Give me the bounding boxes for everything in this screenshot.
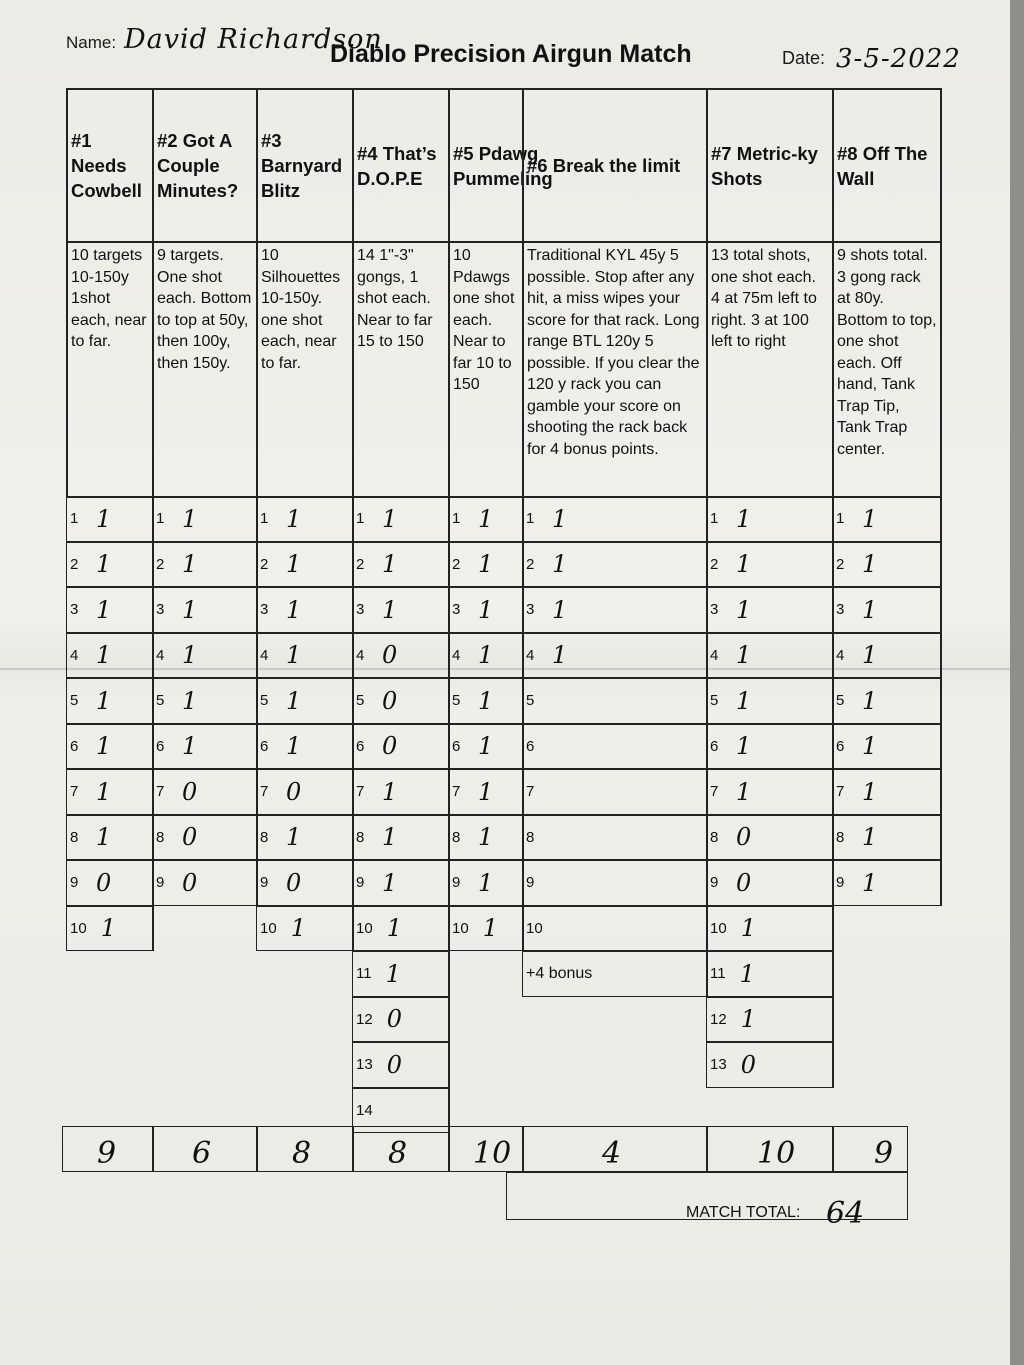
shot-number: 10 xyxy=(356,919,373,937)
shot-number: 6 xyxy=(356,737,365,755)
bonus-cell: +4 bonus xyxy=(522,951,706,997)
shot-cell xyxy=(256,542,352,588)
shot-mark: 1 xyxy=(736,504,752,533)
stage-description: 9 shots total. 3 gong rack at 80y. Bottom to top, one shot each. Off hand, Tank Trap Tip, Tank Trap center. xyxy=(832,243,940,497)
shot-number: 12 xyxy=(710,1010,727,1028)
shot-cell xyxy=(706,496,832,542)
stage-title: #1 Needs Cowbell xyxy=(66,88,152,243)
shot-number: 5 xyxy=(260,692,269,710)
stage-total: 10 xyxy=(473,1136,512,1171)
shot-number: 5 xyxy=(156,692,165,710)
totals-divider xyxy=(256,1126,258,1172)
shot-cell xyxy=(522,587,706,633)
shot-number: 10 xyxy=(710,919,727,937)
column-right-border xyxy=(448,496,450,1133)
shot-mark: 1 xyxy=(478,732,494,761)
shot-cell xyxy=(522,633,706,679)
shot-cell xyxy=(152,496,256,542)
shot-mark: 0 xyxy=(286,868,302,897)
shot-number: 14 xyxy=(356,1101,373,1119)
shot-cell xyxy=(832,860,940,906)
shot-number: 3 xyxy=(356,601,365,619)
shot-cell xyxy=(706,860,832,906)
shot-cell xyxy=(832,724,940,770)
shot-number: 8 xyxy=(836,828,845,846)
shot-cell xyxy=(832,678,940,724)
shot-mark: 1 xyxy=(736,732,752,761)
shot-cell xyxy=(522,860,706,906)
stage-description: Traditional KYL 45y 5 possible. Stop after any hit, a miss wipes your score for that rack. Long range BTL 120y 5 possible. If you clear the 120 y rack you can gamble your score on shooting the rack back for 4 bonus points. xyxy=(522,243,706,497)
stage-title: #7 Metric-ky Shots xyxy=(706,88,832,243)
shot-number: 10 xyxy=(452,919,469,937)
shot-number: 4 xyxy=(156,646,165,664)
shot-number: 4 xyxy=(356,646,365,664)
shot-number: 6 xyxy=(452,737,461,755)
shot-cell xyxy=(256,724,352,770)
shot-number: 9 xyxy=(710,874,719,892)
shot-cell xyxy=(66,860,152,906)
shot-cell xyxy=(448,633,522,679)
column-right-border xyxy=(706,496,708,997)
shot-number: 3 xyxy=(710,601,719,619)
shot-cell xyxy=(256,769,352,815)
name-label: Name: xyxy=(66,33,117,52)
shot-cell xyxy=(832,769,940,815)
shot-mark: 1 xyxy=(478,686,494,715)
shot-mark: 1 xyxy=(478,823,494,852)
shot-number: 2 xyxy=(70,555,79,573)
shot-number: 1 xyxy=(836,510,845,528)
shot-number: 11 xyxy=(356,965,372,983)
shot-mark: 1 xyxy=(736,550,752,579)
shot-mark: 1 xyxy=(478,550,494,579)
shot-mark: 1 xyxy=(552,550,568,579)
shot-cell xyxy=(522,678,706,724)
shot-number: 9 xyxy=(260,874,269,892)
shot-number: 3 xyxy=(260,601,269,619)
shot-cell xyxy=(152,724,256,770)
shot-mark: 1 xyxy=(862,823,878,852)
stage-title: #3 Barnyard Blitz xyxy=(256,88,352,243)
shot-number: 1 xyxy=(452,510,461,528)
shot-number: 1 xyxy=(70,510,79,528)
shot-mark: 1 xyxy=(182,504,198,533)
shot-cell xyxy=(522,815,706,861)
shot-mark: 1 xyxy=(862,732,878,761)
shot-number: 5 xyxy=(710,692,719,710)
shot-cell xyxy=(152,633,256,679)
shot-mark: 1 xyxy=(552,641,568,670)
shot-cell xyxy=(448,815,522,861)
shot-cell xyxy=(66,587,152,633)
shot-number: 7 xyxy=(452,783,461,801)
shot-mark: 1 xyxy=(862,777,878,806)
shot-mark: 1 xyxy=(286,595,302,624)
shooter-name: David Richardson xyxy=(124,24,383,55)
shot-number: 4 xyxy=(260,646,269,664)
shot-mark: 0 xyxy=(382,641,398,670)
date-label: Date: xyxy=(782,48,826,68)
shot-number: 8 xyxy=(356,828,365,846)
shot-cell xyxy=(66,724,152,770)
shot-cell xyxy=(448,724,522,770)
shot-cell xyxy=(706,906,832,952)
stage-total: 6 xyxy=(192,1136,212,1171)
shot-mark: 1 xyxy=(478,504,494,533)
shot-cell xyxy=(832,496,940,542)
shot-mark: 1 xyxy=(386,914,402,943)
shot-cell xyxy=(352,542,448,588)
totals-divider xyxy=(522,1126,524,1172)
shot-number: 7 xyxy=(156,783,165,801)
shot-number: 1 xyxy=(156,510,165,528)
shot-number: 11 xyxy=(710,965,726,983)
column-right-border xyxy=(352,496,354,951)
shot-mark: 1 xyxy=(182,550,198,579)
totals-divider xyxy=(152,1126,154,1172)
shot-number: 7 xyxy=(356,783,365,801)
column-right-border xyxy=(522,496,524,951)
stage-description: 13 total shots, one shot each. 4 at 75m left to right. 3 at 100 left to right xyxy=(706,243,832,497)
shot-number: 8 xyxy=(260,828,269,846)
stage-title: #2 Got A Couple Minutes? xyxy=(152,88,256,243)
totals-divider xyxy=(706,1126,708,1172)
match-title: Diablo Precision Airgun Match xyxy=(330,40,692,68)
shot-cell xyxy=(66,906,152,952)
shot-number: 8 xyxy=(452,828,461,846)
shot-cell xyxy=(352,815,448,861)
shot-mark: 1 xyxy=(382,777,398,806)
column-right-border xyxy=(152,496,154,951)
shot-mark: 0 xyxy=(182,777,198,806)
shot-cell xyxy=(832,633,940,679)
shot-mark: 1 xyxy=(862,504,878,533)
shot-number: 1 xyxy=(526,510,535,528)
shot-cell xyxy=(152,769,256,815)
shot-mark: 1 xyxy=(96,732,112,761)
shot-cell xyxy=(352,496,448,542)
shot-mark: 1 xyxy=(286,550,302,579)
shot-cell xyxy=(152,587,256,633)
shot-mark: 0 xyxy=(740,1050,756,1079)
shot-cell xyxy=(522,769,706,815)
shot-mark: 0 xyxy=(286,777,302,806)
shot-number: 2 xyxy=(836,555,845,573)
shot-cell xyxy=(66,815,152,861)
shot-number: 9 xyxy=(156,874,165,892)
shot-mark: 1 xyxy=(96,823,112,852)
shot-cell xyxy=(352,633,448,679)
shot-cell xyxy=(66,633,152,679)
shot-mark: 1 xyxy=(862,641,878,670)
shot-number: 3 xyxy=(70,601,79,619)
shot-mark: 1 xyxy=(96,641,112,670)
shot-cell xyxy=(352,678,448,724)
match-total-label: MATCH TOTAL: xyxy=(686,1204,801,1221)
shot-mark: 1 xyxy=(382,868,398,897)
shot-cell xyxy=(352,1042,448,1088)
shot-mark: 1 xyxy=(182,732,198,761)
shot-cell xyxy=(832,587,940,633)
shot-mark: 1 xyxy=(286,641,302,670)
shot-cell xyxy=(706,633,832,679)
shot-mark: 1 xyxy=(96,686,112,715)
shot-number: 10 xyxy=(260,919,277,937)
stage-description: 14 1"-3" gongs, 1 shot each. Near to far 15 to 150 xyxy=(352,243,448,497)
column-right-border xyxy=(256,496,258,906)
shot-mark: 0 xyxy=(382,686,398,715)
shot-mark: 1 xyxy=(385,959,401,988)
stage-description: 10 Pdawgs one shot each. Near to far 10 to 150 xyxy=(448,243,522,497)
stage-description: 10 targets 10-150y 1shot each, near to far. xyxy=(66,243,152,497)
shot-cell xyxy=(706,815,832,861)
shot-mark: 1 xyxy=(286,732,302,761)
shot-cell xyxy=(448,906,522,952)
shot-number: 2 xyxy=(356,555,365,573)
shot-mark: 1 xyxy=(736,777,752,806)
shot-cell xyxy=(706,724,832,770)
shot-mark: 0 xyxy=(182,823,198,852)
shot-number: 2 xyxy=(452,555,461,573)
shot-number: 1 xyxy=(710,510,719,528)
shot-number: 6 xyxy=(710,737,719,755)
shot-mark: 1 xyxy=(740,1005,756,1034)
shot-mark: 1 xyxy=(478,595,494,624)
shot-mark: 1 xyxy=(862,550,878,579)
shot-cell xyxy=(256,815,352,861)
shot-mark: 1 xyxy=(736,641,752,670)
shot-number: 9 xyxy=(526,874,535,892)
shot-number: 2 xyxy=(156,555,165,573)
shot-number: 13 xyxy=(710,1056,727,1074)
shot-number: 7 xyxy=(836,783,845,801)
shot-number: 12 xyxy=(356,1010,373,1028)
shot-cell xyxy=(706,587,832,633)
table-right-border xyxy=(940,88,942,496)
shot-number: 6 xyxy=(156,737,165,755)
shot-cell xyxy=(352,769,448,815)
shot-number: 3 xyxy=(156,601,165,619)
stage-total: 9 xyxy=(97,1136,117,1171)
shot-number: 5 xyxy=(836,692,845,710)
shot-mark: 1 xyxy=(552,595,568,624)
column-right-border xyxy=(940,496,942,906)
column-right-border xyxy=(832,496,834,1088)
shot-cell xyxy=(522,724,706,770)
shot-cell xyxy=(352,906,448,952)
shot-cell xyxy=(152,860,256,906)
shot-cell xyxy=(448,496,522,542)
shot-cell xyxy=(448,769,522,815)
shot-number: 4 xyxy=(70,646,79,664)
shot-mark: 1 xyxy=(382,823,398,852)
shot-cell xyxy=(256,678,352,724)
shot-mark: 1 xyxy=(286,823,302,852)
shot-cell xyxy=(522,906,706,952)
shot-cell xyxy=(256,860,352,906)
shot-cell xyxy=(522,542,706,588)
match-date: 3-5-2022 xyxy=(836,44,961,74)
shot-number: 8 xyxy=(710,828,719,846)
stage-description: 10 Silhouettes 10-150y. one shot each, near to far. xyxy=(256,243,352,497)
shot-cell xyxy=(448,587,522,633)
shot-cell xyxy=(352,951,448,997)
shot-cell xyxy=(706,678,832,724)
shot-number: 6 xyxy=(70,737,79,755)
shot-number: 9 xyxy=(356,874,365,892)
shot-mark: 1 xyxy=(382,595,398,624)
stage-total: 8 xyxy=(292,1136,312,1171)
stage-total: 8 xyxy=(388,1136,408,1171)
shot-cell xyxy=(832,815,940,861)
shot-number: 4 xyxy=(526,646,535,664)
totals-row xyxy=(62,1126,908,1172)
shot-number: 8 xyxy=(70,828,79,846)
shot-number: 5 xyxy=(356,692,365,710)
stage-total: 4 xyxy=(602,1136,622,1171)
shot-cell xyxy=(152,678,256,724)
description-bottom-border xyxy=(66,496,942,498)
shot-number: 2 xyxy=(710,555,719,573)
shot-number: 5 xyxy=(70,692,79,710)
shot-mark: 1 xyxy=(862,686,878,715)
stage-description: 9 targets. One shot each. Bottom to top at 50y, then 100y, then 150y. xyxy=(152,243,256,497)
shot-number: 2 xyxy=(526,555,535,573)
shot-number: 7 xyxy=(526,783,535,801)
totals-divider xyxy=(832,1126,834,1172)
shot-cell xyxy=(448,542,522,588)
shot-mark: 1 xyxy=(478,641,494,670)
shot-mark: 0 xyxy=(736,823,752,852)
shot-mark: 1 xyxy=(182,595,198,624)
shot-number: 1 xyxy=(356,510,365,528)
shot-cell xyxy=(152,542,256,588)
shot-mark: 1 xyxy=(739,959,755,988)
shot-cell xyxy=(706,997,832,1043)
shot-cell xyxy=(352,997,448,1043)
shot-number: 13 xyxy=(356,1056,373,1074)
shot-cell xyxy=(352,724,448,770)
stage-total: 9 xyxy=(874,1136,894,1171)
stage-title: #8 Off The Wall xyxy=(832,88,940,243)
stage-title: #6 Break the limit xyxy=(522,88,706,243)
shot-number: 10 xyxy=(526,919,543,937)
shot-cell xyxy=(706,1042,832,1088)
shot-mark: 1 xyxy=(482,914,498,943)
shot-mark: 1 xyxy=(286,686,302,715)
shot-mark: 1 xyxy=(96,504,112,533)
shot-number: 9 xyxy=(836,874,845,892)
shot-mark: 1 xyxy=(286,504,302,533)
shot-mark: 1 xyxy=(862,595,878,624)
shot-number: 8 xyxy=(156,828,165,846)
shot-number: 6 xyxy=(260,737,269,755)
shot-cell xyxy=(66,769,152,815)
shot-mark: 1 xyxy=(382,504,398,533)
match-total-value: 64 xyxy=(826,1196,865,1231)
shot-number: 3 xyxy=(452,601,461,619)
shot-mark: 1 xyxy=(478,868,494,897)
stage-title: #4 That’s D.O.P.E xyxy=(352,88,448,243)
shot-mark: 0 xyxy=(382,732,398,761)
shot-number: 10 xyxy=(70,919,87,937)
shot-cell xyxy=(152,815,256,861)
shot-mark: 0 xyxy=(736,868,752,897)
shot-mark: 1 xyxy=(182,686,198,715)
shot-number: 1 xyxy=(260,510,269,528)
shot-cell xyxy=(256,906,352,952)
totals-divider xyxy=(352,1126,354,1172)
stage-title: #5 Pdawg Pummeling xyxy=(448,88,522,243)
shot-number: 9 xyxy=(452,874,461,892)
shot-cell xyxy=(352,860,448,906)
shot-number: 6 xyxy=(526,737,535,755)
shot-cell xyxy=(256,587,352,633)
shot-cell xyxy=(66,542,152,588)
shot-cell xyxy=(832,542,940,588)
shot-mark: 1 xyxy=(552,504,568,533)
shot-number: 3 xyxy=(836,601,845,619)
shot-number: 6 xyxy=(836,737,845,755)
shot-cell xyxy=(448,860,522,906)
shot-mark: 1 xyxy=(290,914,306,943)
shot-mark: 0 xyxy=(96,868,112,897)
shot-mark: 1 xyxy=(96,550,112,579)
shot-number: 7 xyxy=(260,783,269,801)
shot-number: 8 xyxy=(526,828,535,846)
shot-mark: 0 xyxy=(182,868,198,897)
shot-number: 5 xyxy=(526,692,535,710)
shot-cell xyxy=(706,951,832,997)
shot-number: 4 xyxy=(710,646,719,664)
shot-number: 2 xyxy=(260,555,269,573)
shot-cell xyxy=(256,496,352,542)
shot-mark: 1 xyxy=(736,595,752,624)
shot-cell xyxy=(352,587,448,633)
shot-mark: 1 xyxy=(96,595,112,624)
shot-cell xyxy=(448,678,522,724)
shot-number: 3 xyxy=(526,601,535,619)
shot-mark: 1 xyxy=(736,686,752,715)
shot-mark: 1 xyxy=(96,777,112,806)
shot-cell xyxy=(66,678,152,724)
shot-mark: 1 xyxy=(862,868,878,897)
totals-divider xyxy=(448,1126,450,1172)
shot-number: 4 xyxy=(452,646,461,664)
shot-mark: 0 xyxy=(386,1005,402,1034)
shot-number: 7 xyxy=(70,783,79,801)
shot-number: 9 xyxy=(70,874,79,892)
stage-total: 10 xyxy=(757,1136,796,1171)
shot-mark: 1 xyxy=(100,914,116,943)
shot-cell xyxy=(256,633,352,679)
shot-mark: 1 xyxy=(478,777,494,806)
shot-mark: 1 xyxy=(382,550,398,579)
shot-number: 5 xyxy=(452,692,461,710)
shot-mark: 1 xyxy=(182,641,198,670)
shot-cell xyxy=(706,769,832,815)
shot-cell xyxy=(66,496,152,542)
shot-mark: 1 xyxy=(740,914,756,943)
shot-number: 4 xyxy=(836,646,845,664)
shot-cell xyxy=(706,542,832,588)
shot-cell xyxy=(522,496,706,542)
shot-number: 7 xyxy=(710,783,719,801)
shot-mark: 0 xyxy=(386,1050,402,1079)
